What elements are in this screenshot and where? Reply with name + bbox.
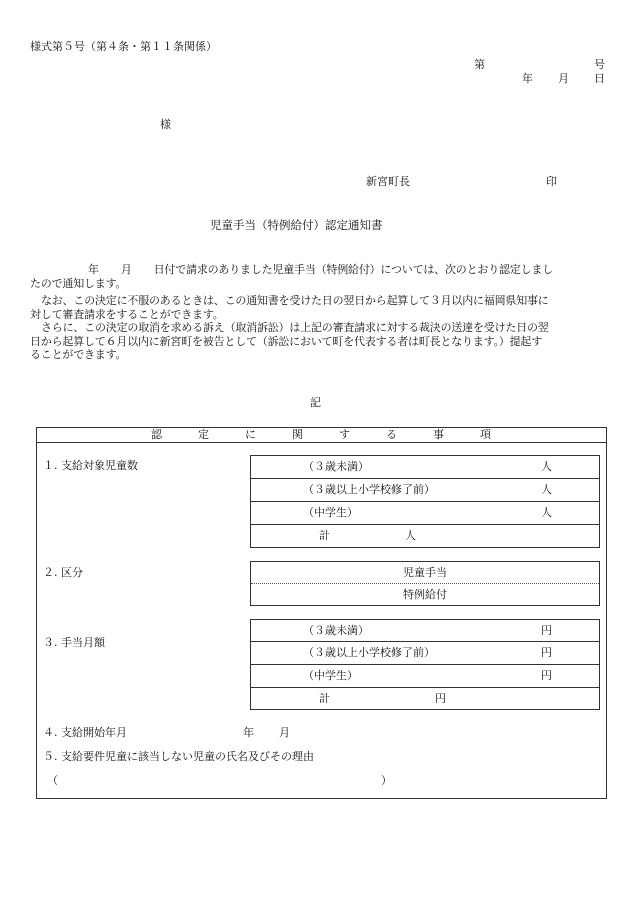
category-option: 特例給付	[403, 588, 447, 601]
header-char: に	[245, 428, 256, 441]
body-line-4: 対して審査請求をすることができます。	[30, 307, 224, 321]
start-year: 年	[243, 726, 254, 739]
amount-row	[251, 665, 599, 688]
amount-row	[251, 642, 599, 665]
section-3-label: ３. 手当月額	[43, 636, 105, 649]
box-header	[37, 428, 606, 443]
section-2-label: ２. 区分	[43, 566, 83, 579]
section-5-label: ５. 支給要件児童に該当しない児童の氏名及びその理由	[43, 750, 314, 763]
body-year: 年	[88, 263, 99, 276]
total-label: 計	[319, 529, 330, 542]
form-code: 様式第５号（第４条・第１１条関係）	[30, 40, 217, 53]
row-label: （３歳未満）	[303, 460, 369, 473]
header-char: る	[386, 428, 397, 441]
document-title: 児童手当（特例給付）認定通知書	[210, 218, 383, 232]
row-label: （中学生）	[303, 506, 358, 519]
child-count-row	[251, 456, 599, 479]
reason-close-paren: ）	[381, 774, 392, 787]
number-suffix: 号	[594, 58, 605, 71]
body-line-7: ることができます。	[30, 348, 127, 361]
issuer-name: 新宮町長	[366, 175, 410, 188]
date-year: 年	[522, 72, 533, 85]
row-unit: 円	[541, 624, 552, 637]
amount-row	[251, 620, 599, 642]
date-month: 月	[558, 72, 569, 85]
monthly-amount-table	[250, 619, 600, 710]
child-count-total-row	[251, 525, 599, 547]
row-unit: 人	[541, 506, 552, 519]
row-unit: 円	[541, 646, 552, 659]
row-unit: 人	[541, 460, 552, 473]
header-char: 項	[480, 428, 491, 441]
body-line-3: なお、この決定に不服のあるときは、この通知書を受けた日の翌日から起算して３月以内に福岡県知事に	[41, 294, 549, 307]
header-char: す	[339, 428, 350, 441]
section-4-label: ４. 支給開始年月	[43, 726, 127, 739]
row-label: （３歳以上小学校修了前）	[303, 646, 435, 659]
body-line-2: たので通知します。	[30, 276, 127, 290]
seal-mark: 印	[546, 175, 557, 188]
category-table	[250, 561, 600, 606]
child-count-row	[251, 479, 599, 502]
appeal-paragraph	[30, 294, 606, 362]
child-count-row	[251, 502, 599, 525]
row-label: （３歳未満）	[303, 624, 369, 637]
certification-box	[36, 427, 607, 799]
category-option-row	[251, 562, 599, 584]
reason-open-paren: （	[47, 774, 58, 787]
total-unit: 人	[405, 529, 416, 542]
addressee-suffix: 様	[160, 118, 171, 131]
total-label: 計	[319, 692, 330, 705]
body-line-1	[30, 263, 606, 277]
row-label: （中学生）	[303, 669, 358, 682]
number-prefix: 第	[474, 58, 485, 71]
header-char: 事	[433, 428, 444, 441]
row-label: （３歳以上小学校修了前）	[303, 483, 435, 496]
section-1-label: １. 支給対象児童数	[43, 459, 138, 472]
child-count-table	[250, 455, 600, 548]
category-option: 児童手当	[403, 566, 447, 579]
notice-paragraph	[30, 263, 606, 290]
row-unit: 円	[541, 669, 552, 682]
header-char: 定	[198, 428, 209, 441]
body-line-1-text: 日付で請求のありました児童手当（特例給付）については、次のとおり認定しまし	[153, 263, 554, 276]
ki-heading: 記	[310, 396, 321, 409]
body-month: 月	[120, 263, 132, 276]
body-line-6: 日から起算して６月以内に新宮町を被告として（訴訟において町を代表する者は町長となります。）提起す	[30, 334, 543, 348]
body-line-5: さらに、この決定の取消を求める訴え（取消訴訟）は上記の審査請求に対する裁決の送達を受けた日の翌	[41, 321, 549, 334]
header-char: 関	[292, 428, 303, 441]
row-unit: 人	[541, 483, 552, 496]
start-month: 月	[279, 726, 290, 739]
date-day: 日	[594, 72, 605, 85]
total-unit: 円	[435, 692, 446, 705]
category-option-row	[251, 584, 599, 605]
header-char: 認	[151, 428, 162, 441]
amount-total-row	[251, 688, 599, 709]
